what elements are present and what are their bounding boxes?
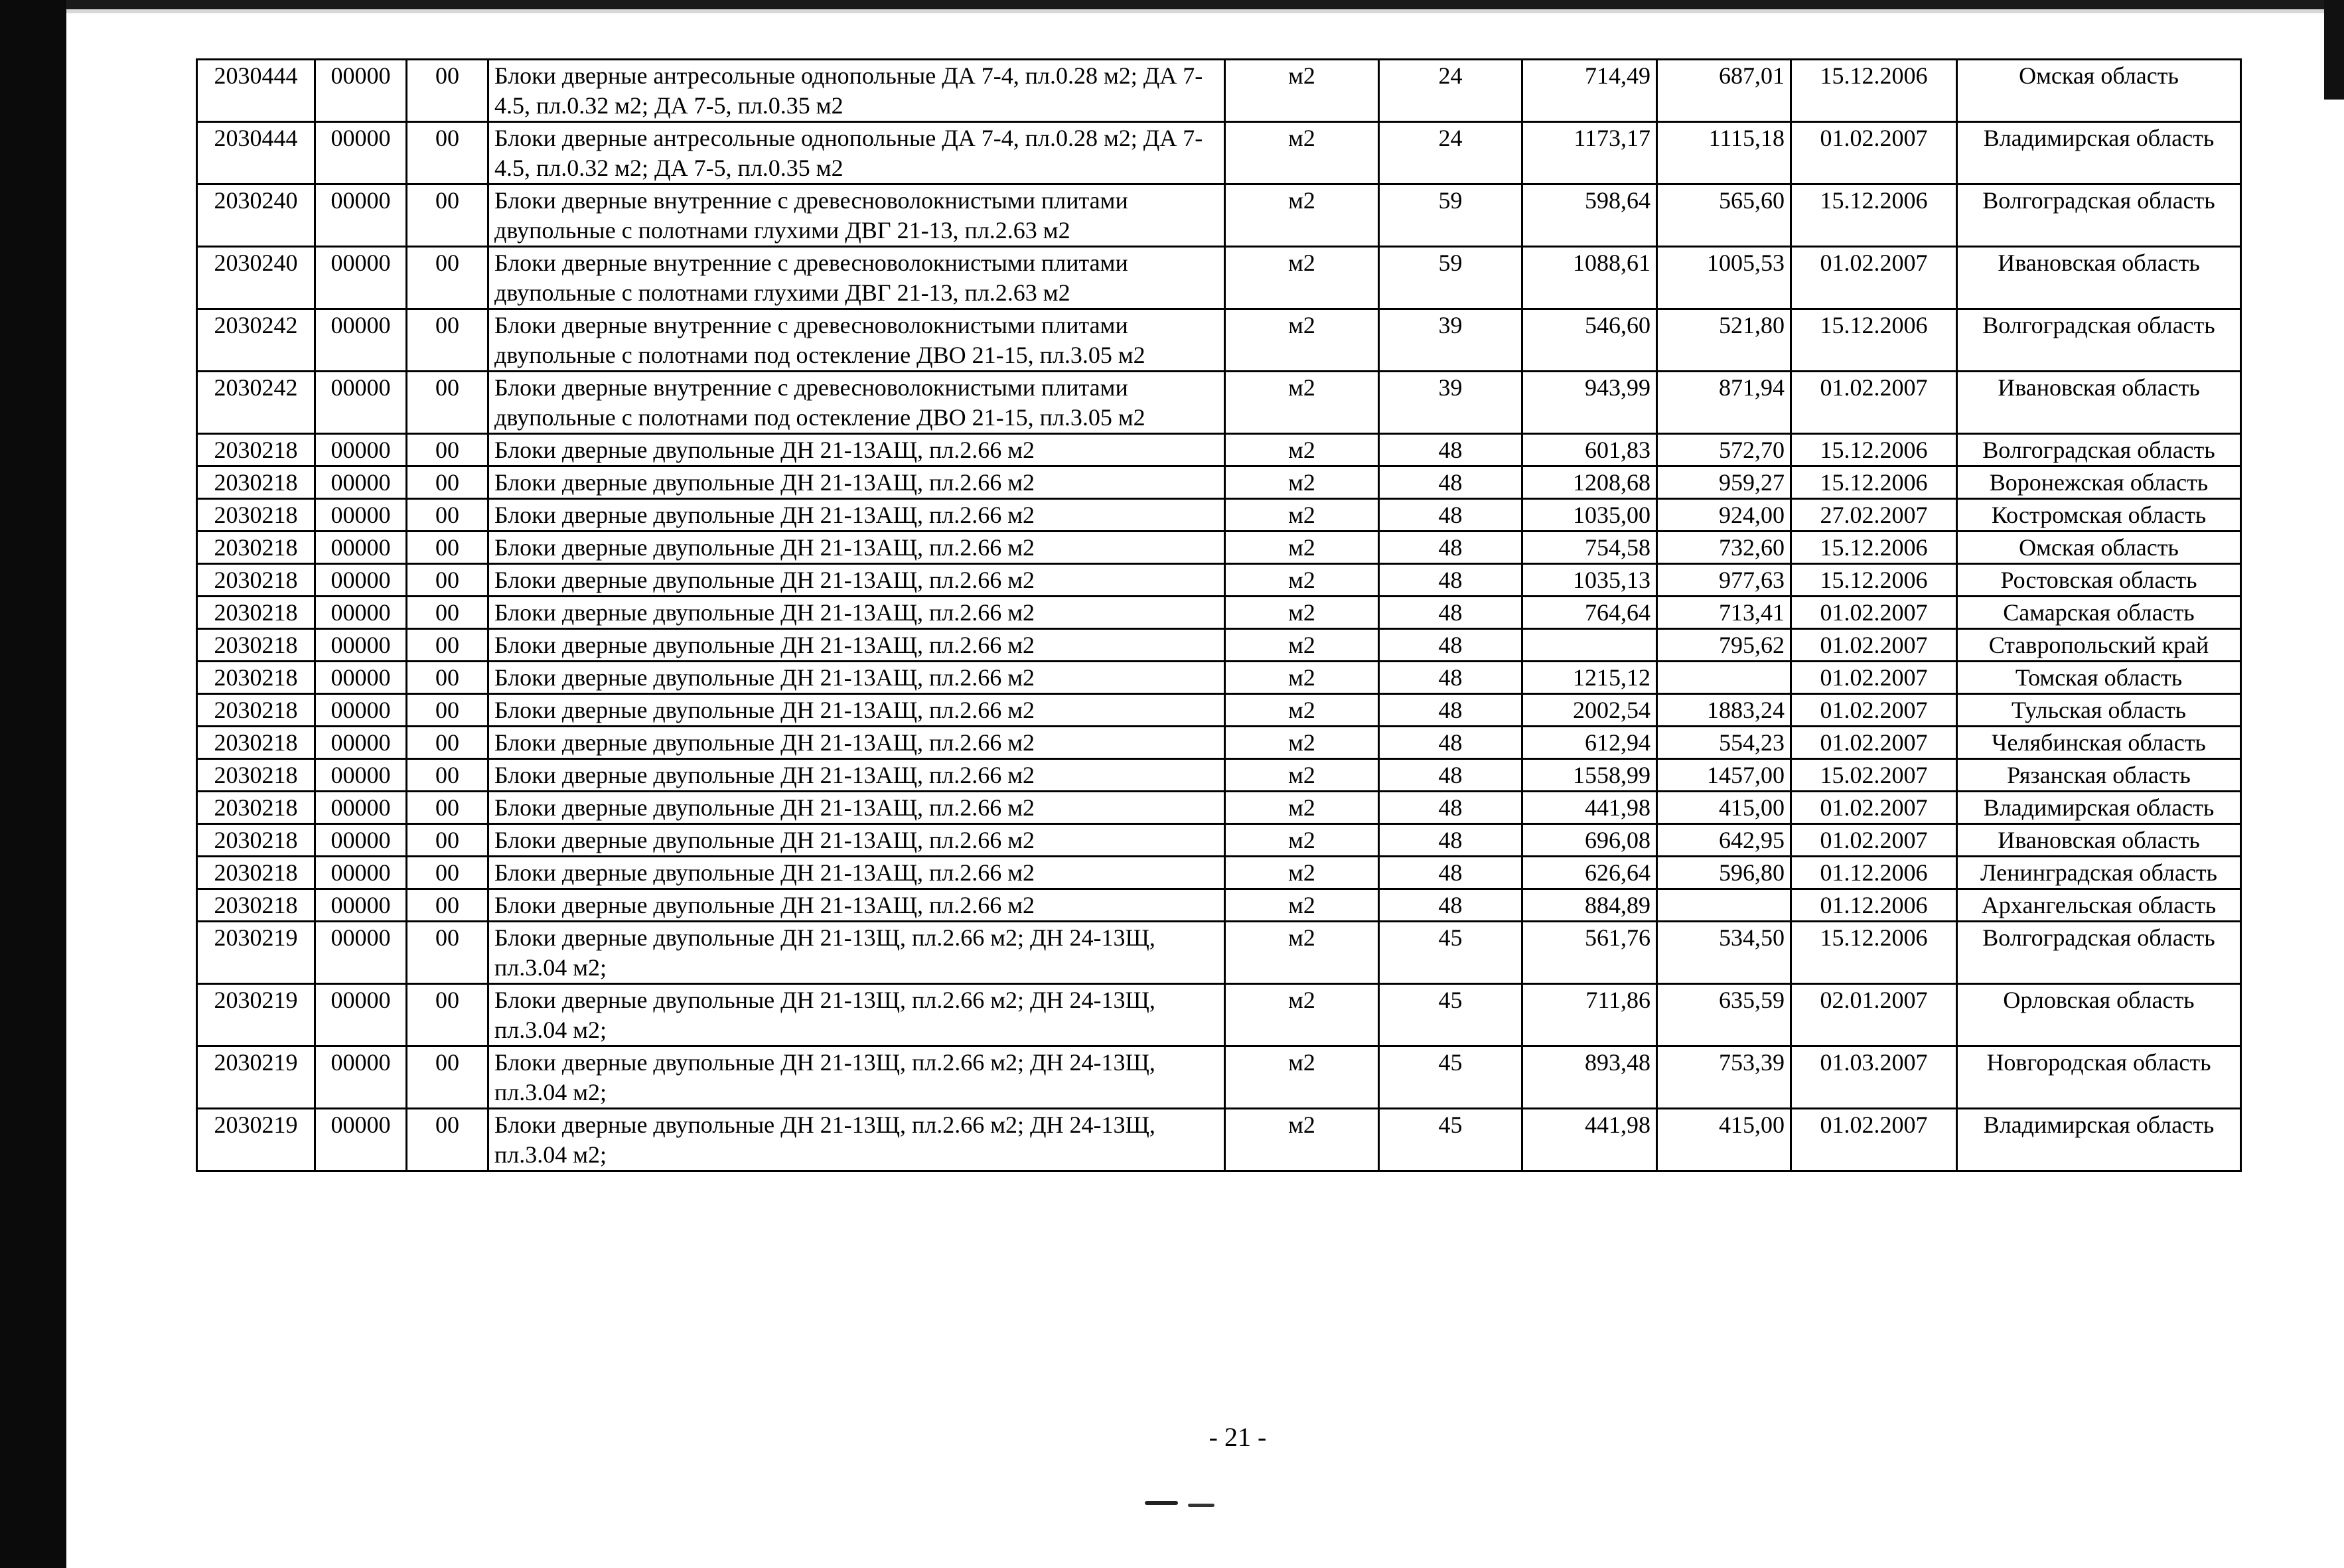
cell-subcode: 00000 [315,499,407,532]
cell-subcode: 00000 [315,532,407,564]
cell-unit: м2 [1225,694,1379,727]
table-row [197,824,2241,857]
cell-description: Блоки дверные двупольные ДН 21-13АЩ, пл.2.66 м2 [488,434,1225,466]
cell-date: 01.02.2007 [1791,1109,1957,1171]
cell-region: Ростовская область [1957,564,2241,597]
cell-unit: м2 [1225,1109,1379,1171]
cell-price-1: 546,60 [1522,309,1657,372]
cell-unit: м2 [1225,984,1379,1046]
cell-description: Блоки дверные двупольные ДН 21-13АЩ, пл.2.66 м2 [488,499,1225,532]
cell-subcode: 00000 [315,309,407,372]
cell-price-1: 1035,13 [1522,564,1657,597]
cell-quantity: 48 [1379,727,1522,759]
cell-unit: м2 [1225,499,1379,532]
cell-price-1: 598,64 [1522,184,1657,247]
cell-region: Тульская область [1957,694,2241,727]
cell-region: Ивановская область [1957,824,2241,857]
cell-date: 01.02.2007 [1791,597,1957,629]
cell-quantity: 59 [1379,247,1522,309]
cell-price-2: 534,50 [1657,922,1791,984]
cell-code: 2030444 [197,122,315,184]
cell-code: 2030219 [197,1109,315,1171]
cell-price-1: 754,58 [1522,532,1657,564]
table-row [197,564,2241,597]
cell-code: 2030219 [197,984,315,1046]
cell-subcode: 00000 [315,184,407,247]
cell-code: 2030218 [197,629,315,662]
cell-region: Архангельская область [1957,889,2241,922]
table-row [197,984,2241,1046]
cell-price-1: 696,08 [1522,824,1657,857]
cell-quantity: 48 [1379,629,1522,662]
cell-subcode: 00000 [315,759,407,792]
cell-price-2: 521,80 [1657,309,1791,372]
cell-quantity: 45 [1379,1109,1522,1171]
cell-subcode: 00000 [315,1109,407,1171]
cell-unit: м2 [1225,60,1379,122]
cell-subcode2: 00 [407,792,488,824]
table-row [197,60,2241,122]
table-row [197,122,2241,184]
cell-region: Ивановская область [1957,372,2241,434]
cell-region: Воронежская область [1957,466,2241,499]
cell-date: 02.01.2007 [1791,984,1957,1046]
cell-description: Блоки дверные двупольные ДН 21-13АЩ, пл.2.66 м2 [488,564,1225,597]
cell-quantity: 48 [1379,792,1522,824]
cell-date: 01.12.2006 [1791,857,1957,889]
cell-date: 01.02.2007 [1791,727,1957,759]
cell-quantity: 24 [1379,60,1522,122]
cell-price-2: 415,00 [1657,1109,1791,1171]
table-row [197,597,2241,629]
table-row [197,532,2241,564]
cell-region: Владимирская область [1957,792,2241,824]
cell-code: 2030218 [197,466,315,499]
cell-subcode2: 00 [407,60,488,122]
cell-quantity: 48 [1379,662,1522,694]
table-row [197,629,2241,662]
cell-subcode2: 00 [407,499,488,532]
cell-description: Блоки дверные двупольные ДН 21-13АЩ, пл.2.66 м2 [488,759,1225,792]
table-row [197,1046,2241,1109]
cell-price-2: 871,94 [1657,372,1791,434]
cell-price-1: 441,98 [1522,1109,1657,1171]
cell-code: 2030240 [197,247,315,309]
cell-unit: м2 [1225,247,1379,309]
cell-code: 2030218 [197,597,315,629]
cell-quantity: 48 [1379,759,1522,792]
ink-smudge [1188,1504,1214,1507]
cell-price-1: 2002,54 [1522,694,1657,727]
cell-quantity: 24 [1379,122,1522,184]
cell-description: Блоки дверные двупольные ДН 21-13АЩ, пл.2.66 м2 [488,889,1225,922]
cell-description: Блоки дверные двупольные ДН 21-13Щ, пл.2.66 м2; ДН 24-13Щ, пл.3.04 м2; [488,984,1225,1046]
cell-subcode2: 00 [407,597,488,629]
cell-quantity: 48 [1379,694,1522,727]
cell-date: 15.12.2006 [1791,434,1957,466]
cell-code: 2030218 [197,662,315,694]
cell-unit: м2 [1225,759,1379,792]
cell-price-1: 764,64 [1522,597,1657,629]
price-table [196,58,2242,1172]
cell-price-1: 601,83 [1522,434,1657,466]
cell-description: Блоки дверные внутренние с древесноволокнистыми плитами двупольные с полотнами глухими ДВГ 21-13, пл.2.63 м2 [488,247,1225,309]
cell-description: Блоки дверные двупольные ДН 21-13АЩ, пл.2.66 м2 [488,824,1225,857]
cell-subcode2: 00 [407,309,488,372]
table-row [197,759,2241,792]
cell-price-1: 1208,68 [1522,466,1657,499]
cell-description: Блоки дверные двупольные ДН 21-13Щ, пл.2.66 м2; ДН 24-13Щ, пл.3.04 м2; [488,922,1225,984]
cell-unit: м2 [1225,434,1379,466]
cell-code: 2030218 [197,532,315,564]
cell-date: 01.02.2007 [1791,694,1957,727]
cell-price-2: 635,59 [1657,984,1791,1046]
cell-region: Ленинградская область [1957,857,2241,889]
cell-unit: м2 [1225,597,1379,629]
cell-subcode2: 00 [407,372,488,434]
cell-date: 01.02.2007 [1791,247,1957,309]
cell-subcode: 00000 [315,60,407,122]
ink-smudge [1145,1501,1178,1505]
cell-code: 2030444 [197,60,315,122]
cell-subcode: 00000 [315,597,407,629]
table-row [197,499,2241,532]
cell-unit: м2 [1225,1046,1379,1109]
cell-unit: м2 [1225,309,1379,372]
cell-subcode: 00000 [315,889,407,922]
cell-price-1: 1035,00 [1522,499,1657,532]
cell-subcode2: 00 [407,466,488,499]
cell-quantity: 59 [1379,184,1522,247]
cell-date: 15.12.2006 [1791,184,1957,247]
cell-code: 2030218 [197,759,315,792]
table-row [197,922,2241,984]
cell-code: 2030218 [197,434,315,466]
cell-subcode2: 00 [407,889,488,922]
cell-subcode: 00000 [315,662,407,694]
cell-date: 15.02.2007 [1791,759,1957,792]
cell-subcode2: 00 [407,1046,488,1109]
cell-unit: м2 [1225,564,1379,597]
cell-date: 15.12.2006 [1791,532,1957,564]
cell-price-2: 687,01 [1657,60,1791,122]
cell-price-2: 924,00 [1657,499,1791,532]
cell-subcode2: 00 [407,759,488,792]
cell-price-1: 1088,61 [1522,247,1657,309]
cell-subcode: 00000 [315,1046,407,1109]
cell-quantity: 48 [1379,532,1522,564]
cell-subcode: 00000 [315,694,407,727]
cell-price-2: 554,23 [1657,727,1791,759]
cell-subcode2: 00 [407,247,488,309]
cell-region: Омская область [1957,60,2241,122]
cell-subcode2: 00 [407,1109,488,1171]
table-row [197,184,2241,247]
cell-region: Ивановская область [1957,247,2241,309]
cell-unit: м2 [1225,466,1379,499]
cell-description: Блоки дверные двупольные ДН 21-13АЩ, пл.2.66 м2 [488,532,1225,564]
cell-code: 2030218 [197,857,315,889]
cell-price-1: 1173,17 [1522,122,1657,184]
cell-region: Костромская область [1957,499,2241,532]
cell-unit: м2 [1225,184,1379,247]
cell-subcode: 00000 [315,824,407,857]
cell-quantity: 48 [1379,434,1522,466]
cell-date: 15.12.2006 [1791,309,1957,372]
cell-subcode: 00000 [315,372,407,434]
cell-code: 2030218 [197,694,315,727]
cell-quantity: 45 [1379,1046,1522,1109]
cell-date: 15.12.2006 [1791,466,1957,499]
cell-description: Блоки дверные двупольные ДН 21-13Щ, пл.2.66 м2; ДН 24-13Щ, пл.3.04 м2; [488,1046,1225,1109]
cell-quantity: 48 [1379,564,1522,597]
table-row [197,309,2241,372]
cell-code: 2030218 [197,499,315,532]
cell-price-2: 732,60 [1657,532,1791,564]
cell-subcode2: 00 [407,629,488,662]
cell-date: 27.02.2007 [1791,499,1957,532]
scan-edge-top-line [66,9,2344,13]
cell-quantity: 48 [1379,824,1522,857]
cell-code: 2030218 [197,792,315,824]
cell-quantity: 48 [1379,857,1522,889]
cell-unit: м2 [1225,727,1379,759]
cell-region: Ставропольский край [1957,629,2241,662]
cell-subcode: 00000 [315,727,407,759]
cell-region: Волгоградская область [1957,184,2241,247]
cell-price-1: 714,49 [1522,60,1657,122]
cell-region: Томская область [1957,662,2241,694]
cell-quantity: 48 [1379,597,1522,629]
cell-price-1: 1215,12 [1522,662,1657,694]
cell-subcode: 00000 [315,564,407,597]
cell-subcode2: 00 [407,857,488,889]
cell-price-2 [1657,889,1791,922]
table-row [197,727,2241,759]
cell-region: Волгоградская область [1957,434,2241,466]
cell-description: Блоки дверные двупольные ДН 21-13Щ, пл.2.66 м2; ДН 24-13Щ, пл.3.04 м2; [488,1109,1225,1171]
cell-unit: м2 [1225,792,1379,824]
cell-price-2: 565,60 [1657,184,1791,247]
scan-edge-top [66,0,2344,9]
cell-region: Рязанская область [1957,759,2241,792]
table-row [197,1109,2241,1171]
cell-date: 01.02.2007 [1791,372,1957,434]
cell-subcode2: 00 [407,694,488,727]
cell-date: 01.02.2007 [1791,629,1957,662]
cell-description: Блоки дверные внутренние с древесноволокнистыми плитами двупольные с полотнами под остекление ДВО 21-15, пл.3.05 м2 [488,372,1225,434]
cell-date: 01.12.2006 [1791,889,1957,922]
cell-region: Челябинская область [1957,727,2241,759]
cell-unit: м2 [1225,662,1379,694]
cell-price-1: 441,98 [1522,792,1657,824]
cell-subcode: 00000 [315,857,407,889]
cell-description: Блоки дверные двупольные ДН 21-13АЩ, пл.2.66 м2 [488,727,1225,759]
price-table-body [197,60,2241,1171]
cell-date: 01.02.2007 [1791,662,1957,694]
table-row [197,792,2241,824]
cell-price-1: 561,76 [1522,922,1657,984]
cell-price-1: 626,64 [1522,857,1657,889]
cell-subcode2: 00 [407,434,488,466]
cell-subcode2: 00 [407,564,488,597]
cell-description: Блоки дверные двупольные ДН 21-13АЩ, пл.2.66 м2 [488,466,1225,499]
cell-description: Блоки дверные двупольные ДН 21-13АЩ, пл.2.66 м2 [488,597,1225,629]
cell-price-2: 1457,00 [1657,759,1791,792]
cell-unit: м2 [1225,889,1379,922]
cell-unit: м2 [1225,824,1379,857]
cell-price-2: 572,70 [1657,434,1791,466]
cell-unit: м2 [1225,122,1379,184]
cell-date: 01.02.2007 [1791,792,1957,824]
cell-unit: м2 [1225,372,1379,434]
cell-region: Новгородская область [1957,1046,2241,1109]
cell-description: Блоки дверные антресольные однопольные ДА 7-4, пл.0.28 м2; ДА 7-4.5, пл.0.32 м2; ДА 7-5, пл.0.35 м2 [488,122,1225,184]
cell-unit: м2 [1225,532,1379,564]
cell-price-2: 959,27 [1657,466,1791,499]
cell-quantity: 45 [1379,984,1522,1046]
cell-price-2: 1005,53 [1657,247,1791,309]
cell-subcode2: 00 [407,184,488,247]
cell-price-2: 642,95 [1657,824,1791,857]
cell-subcode: 00000 [315,984,407,1046]
table-row [197,694,2241,727]
cell-code: 2030242 [197,309,315,372]
cell-date: 01.02.2007 [1791,824,1957,857]
cell-subcode2: 00 [407,984,488,1046]
page-number: - 21 - [1209,1422,1267,1452]
cell-price-1: 884,89 [1522,889,1657,922]
cell-code: 2030218 [197,564,315,597]
table-row [197,466,2241,499]
cell-subcode: 00000 [315,922,407,984]
table-row [197,857,2241,889]
table-row [197,662,2241,694]
cell-subcode: 00000 [315,122,407,184]
cell-unit: м2 [1225,922,1379,984]
cell-quantity: 39 [1379,309,1522,372]
cell-region: Владимирская область [1957,122,2241,184]
cell-description: Блоки дверные антресольные однопольные ДА 7-4, пл.0.28 м2; ДА 7-4.5, пл.0.32 м2; ДА 7-5, пл.0.35 м2 [488,60,1225,122]
cell-price-1 [1522,629,1657,662]
cell-subcode: 00000 [315,792,407,824]
cell-price-2: 1115,18 [1657,122,1791,184]
cell-subcode2: 00 [407,122,488,184]
cell-code: 2030242 [197,372,315,434]
cell-unit: м2 [1225,857,1379,889]
cell-price-2: 1883,24 [1657,694,1791,727]
cell-date: 01.02.2007 [1791,122,1957,184]
cell-date: 15.12.2006 [1791,60,1957,122]
cell-quantity: 45 [1379,922,1522,984]
cell-subcode: 00000 [315,629,407,662]
cell-region: Волгоградская область [1957,922,2241,984]
cell-quantity: 48 [1379,466,1522,499]
cell-subcode2: 00 [407,824,488,857]
cell-price-2: 977,63 [1657,564,1791,597]
cell-region: Владимирская область [1957,1109,2241,1171]
cell-code: 2030218 [197,824,315,857]
cell-region: Самарская область [1957,597,2241,629]
cell-description: Блоки дверные двупольные ДН 21-13АЩ, пл.2.66 м2 [488,662,1225,694]
cell-price-1: 1558,99 [1522,759,1657,792]
cell-subcode2: 00 [407,662,488,694]
cell-region: Омская область [1957,532,2241,564]
scan-edge-left [0,0,66,1568]
cell-subcode: 00000 [315,247,407,309]
cell-description: Блоки дверные двупольные ДН 21-13АЩ, пл.2.66 м2 [488,694,1225,727]
table-row [197,372,2241,434]
cell-subcode2: 00 [407,532,488,564]
cell-code: 2030219 [197,1046,315,1109]
cell-subcode: 00000 [315,434,407,466]
cell-price-1: 612,94 [1522,727,1657,759]
cell-code: 2030218 [197,727,315,759]
cell-code: 2030219 [197,922,315,984]
cell-subcode: 00000 [315,466,407,499]
cell-price-2: 795,62 [1657,629,1791,662]
cell-price-1: 711,86 [1522,984,1657,1046]
cell-region: Волгоградская область [1957,309,2241,372]
cell-price-2: 713,41 [1657,597,1791,629]
cell-date: 15.12.2006 [1791,922,1957,984]
cell-date: 15.12.2006 [1791,564,1957,597]
cell-price-1: 893,48 [1522,1046,1657,1109]
cell-price-2: 596,80 [1657,857,1791,889]
cell-quantity: 39 [1379,372,1522,434]
cell-subcode2: 00 [407,922,488,984]
cell-price-2: 753,39 [1657,1046,1791,1109]
table-row [197,247,2241,309]
cell-description: Блоки дверные внутренние с древесноволокнистыми плитами двупольные с полотнами глухими ДВГ 21-13, пл.2.63 м2 [488,184,1225,247]
cell-price-2: 415,00 [1657,792,1791,824]
cell-date: 01.03.2007 [1791,1046,1957,1109]
cell-unit: м2 [1225,629,1379,662]
cell-description: Блоки дверные двупольные ДН 21-13АЩ, пл.2.66 м2 [488,629,1225,662]
cell-price-1: 943,99 [1522,372,1657,434]
cell-code: 2030218 [197,889,315,922]
scan-edge-right [2324,0,2344,100]
cell-code: 2030240 [197,184,315,247]
cell-quantity: 48 [1379,889,1522,922]
table-row [197,889,2241,922]
cell-region: Орловская область [1957,984,2241,1046]
cell-subcode2: 00 [407,727,488,759]
cell-description: Блоки дверные двупольные ДН 21-13АЩ, пл.2.66 м2 [488,792,1225,824]
cell-description: Блоки дверные двупольные ДН 21-13АЩ, пл.2.66 м2 [488,857,1225,889]
cell-description: Блоки дверные внутренние с древесноволокнистыми плитами двупольные с полотнами под остекление ДВО 21-15, пл.3.05 м2 [488,309,1225,372]
cell-quantity: 48 [1379,499,1522,532]
table-row [197,434,2241,466]
cell-price-2 [1657,662,1791,694]
